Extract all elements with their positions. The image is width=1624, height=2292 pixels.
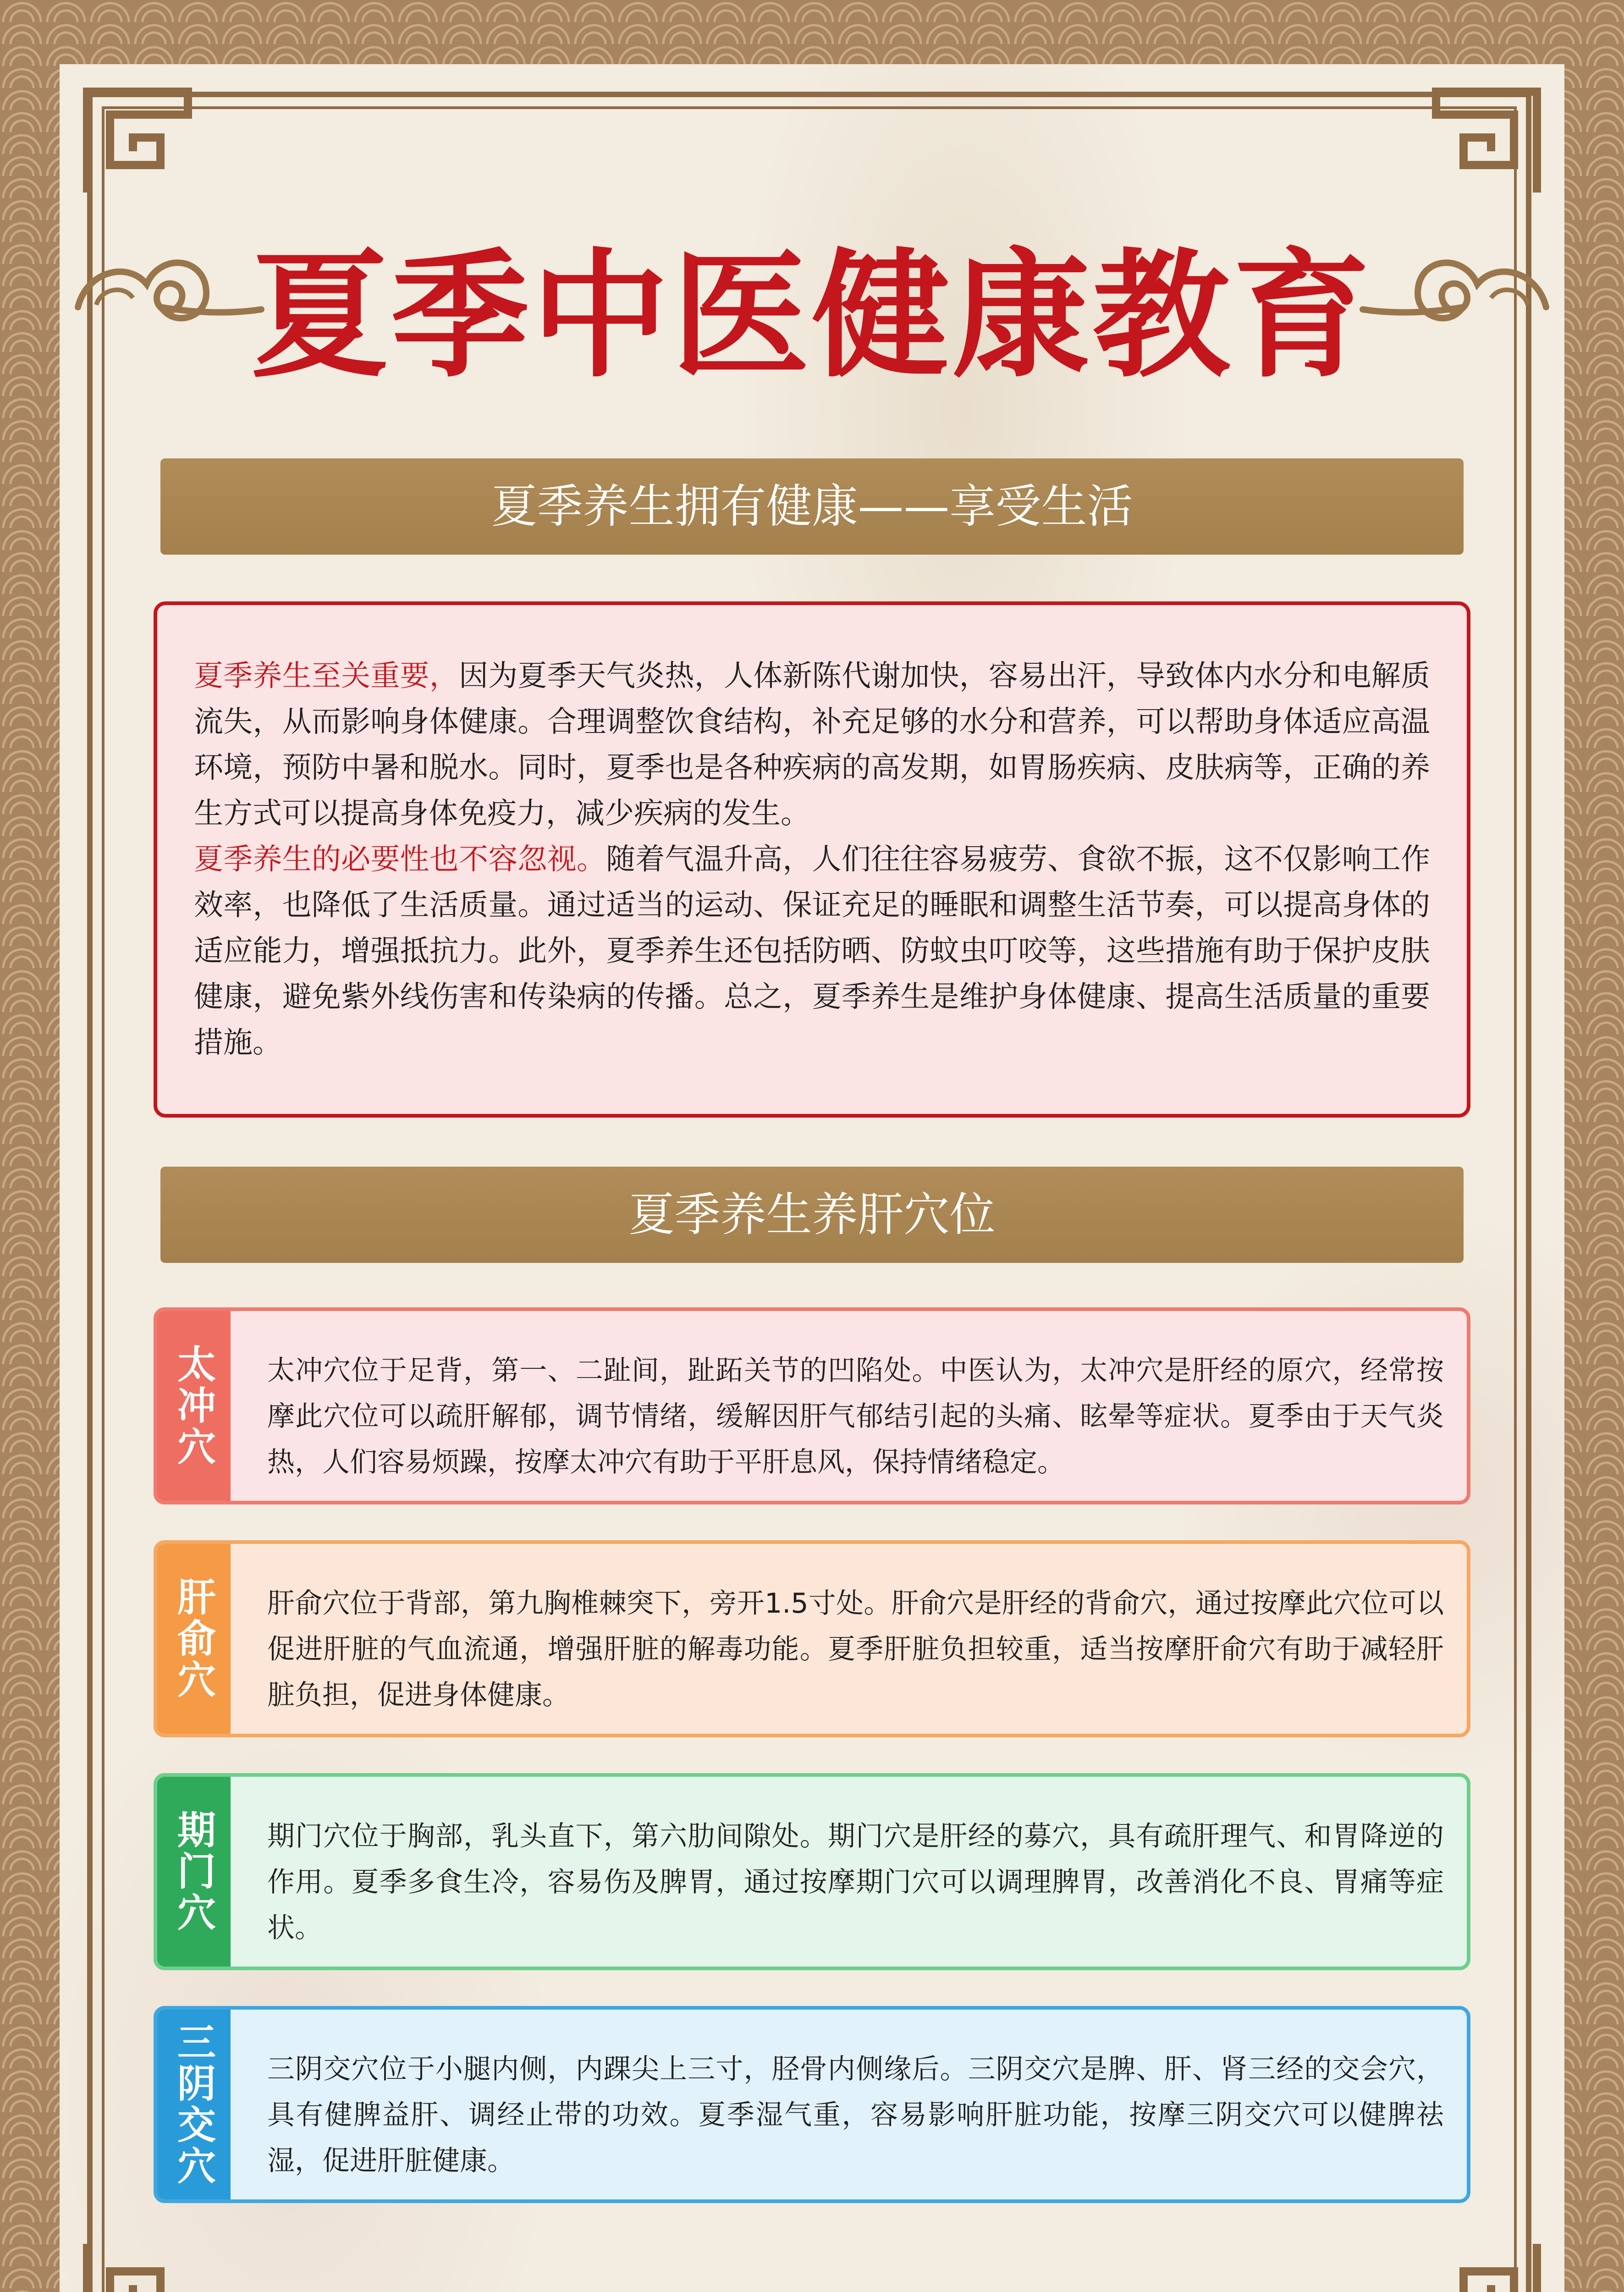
para1-highlight: 夏季养生至关重要， (194, 659, 459, 693)
intro-paragraph-2 (194, 837, 1430, 1066)
acupoint-description: 期门穴位于胸部，乳头直下，第六肋间隙处。期门穴是肝经的募穴，具有疏肝理气、和胃降逆的作用。夏季多食生冷，容易伤及脾胃，通过按摩期门穴可以调理脾胃，改善消化不良、胃痛等症状。 (267, 1820, 1444, 1944)
acupoint-description: 太冲穴位于足背，第一、二趾间，趾跖关节的凹陷处。中医认为，太冲穴是肝经的原穴，经常按摩此穴位可以疏肝解郁，调节情绪，缓解因肝气郁结引起的头痛、眩晕等症状。夏季由于天气炎热，人们容易烦躁，按摩太冲穴有助于平肝息风，保持情绪稳定。 (267, 1355, 1444, 1478)
acupoint-card-sanyinjiao (154, 2006, 1470, 2203)
acupoint-card-ganshu (154, 1540, 1470, 1737)
section2-heading: 夏季养生养肝穴位 (160, 1167, 1464, 1263)
acupoint-name: 期门穴 (157, 1777, 231, 1967)
intro-paragraph-1 (194, 653, 1430, 837)
acupoint-card-qimen (154, 1773, 1470, 1970)
acupoint-card-taichong (154, 1307, 1470, 1504)
acupoint-description: 肝俞穴位于背部，第九胸椎棘突下，旁开1.5寸处。肝俞穴是肝经的背俞穴，通过按摩此穴位可以促进肝脏的气血流通，增强肝脏的解毒功能。夏季肝脏负担较重，适当按摩肝俞穴有助于减轻肝脏负担，促进身体健康。 (267, 1587, 1444, 1711)
acupoint-description: 三阴交穴位于小腿内侧，内踝尖上三寸，胫骨内侧缘后。三阴交穴是脾、肝、肾三经的交会穴，具有健脾益肝、调经止带的功效。夏季湿气重，容易影响肝脏功能，按摩三阴交穴可以健脾祛湿，促进肝脏健康。 (267, 2053, 1444, 2177)
acupoint-name: 肝俞穴 (157, 1544, 231, 1734)
corner-fret-ornament-icon (1431, 2239, 1541, 2292)
page-title: 夏季中医健康教育 (251, 236, 1373, 396)
acupoint-name: 三阴交穴 (157, 2010, 231, 2199)
section1-heading: 夏季养生拥有健康——享受生活 (160, 458, 1464, 555)
corner-fret-ornament-icon (83, 2239, 193, 2292)
para2-highlight: 夏季养生的必要性也不容忽视。 (194, 843, 606, 876)
corner-fret-ornament-icon (83, 87, 193, 197)
para1-text: 因为夏季天气炎热，人体新陈代谢加快，容易出汗，导致体内水分和电解质流失，从而影响身体健康。合理调整饮食结构，补充足够的水分和营养，可以帮助身体适应高温环境，预防中暑和脱水。同时，夏季也是各种疾病的高发期，如胃肠疾病、皮肤病等，正确的养生方式可以提高身体免疫力，减少疾病的发生。 (194, 659, 1431, 831)
corner-fret-ornament-icon (1431, 87, 1541, 197)
intro-text-box (154, 601, 1470, 1118)
para2-text: 随着气温升高，人们往往容易疲劳、食欲不振，这不仅影响工作效率，也降低了生活质量。通过适当的运动、保证充足的睡眠和调整生活节奏，可以提高身体的适应能力，增强抵抗力。此外，夏季养生还包括防晒、防蚊虫叮咬等，这些措施有助于保护皮肤健康，避免紫外线伤害和传染病的传播。总之，夏季养生是维护身体健康、提高生活质量的重要措施。 (194, 843, 1431, 1060)
acupoint-name: 太冲穴 (157, 1311, 231, 1501)
